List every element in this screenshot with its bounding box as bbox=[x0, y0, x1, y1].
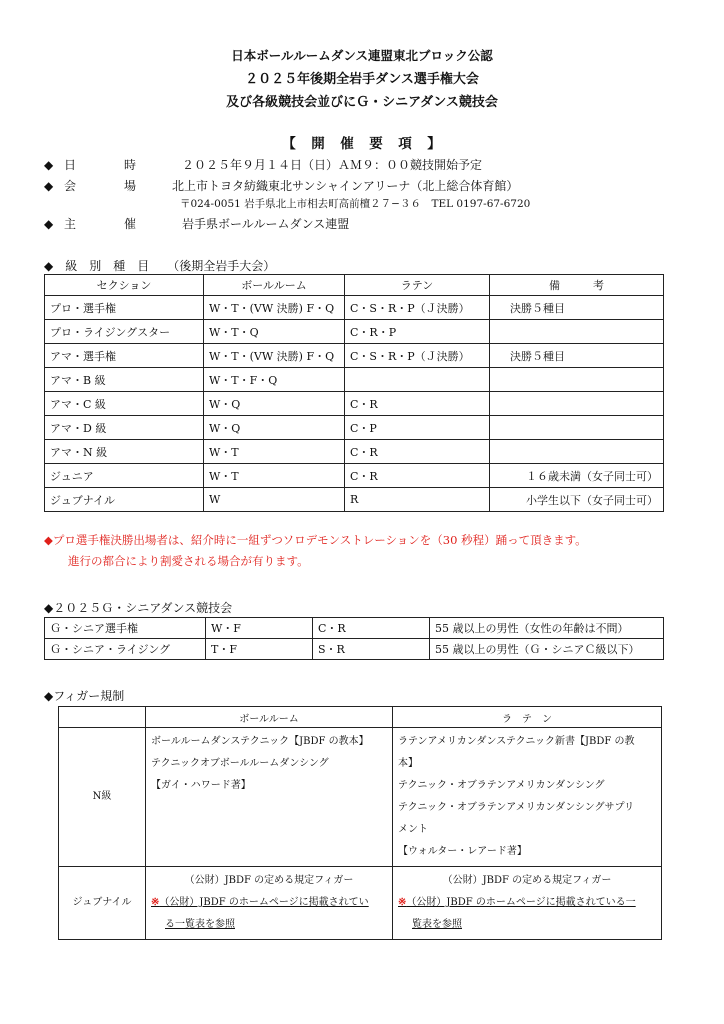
cell-remarks: 小学生以下（女子同士可） bbox=[490, 488, 664, 512]
header-remarks: 備 考 bbox=[490, 275, 664, 296]
juvenile-latin: （公財）JBDF の定める規定フィガー ※（公財）JBDF のホームページに掲載されている一 覧表を参照 bbox=[393, 867, 662, 940]
section-heading: 【 開 催 要 項 】 bbox=[282, 136, 442, 152]
cell-ballroom: W・T・(VW 決勝) F・Q bbox=[204, 296, 345, 320]
cell-ballroom: W bbox=[204, 488, 345, 512]
cell-remarks: １６歳未満（女子同士可） bbox=[490, 464, 664, 488]
table-row bbox=[45, 320, 664, 344]
cell-latin: C・R bbox=[345, 392, 490, 416]
table-row bbox=[45, 344, 664, 368]
table-row bbox=[45, 618, 664, 639]
date-label: 日 時 bbox=[64, 158, 137, 172]
cell-remarks: 55 歳以上の男性（Ｇ・シニアＣ級以下） bbox=[430, 639, 664, 660]
cell-remarks: 決勝５種目 bbox=[490, 296, 664, 320]
cell-latin: C・R bbox=[345, 440, 490, 464]
host-label: 主 催 bbox=[64, 217, 137, 231]
bullet-diamond: ◆ bbox=[44, 217, 54, 231]
figure-table bbox=[58, 706, 662, 940]
juvenile-label: ジュブナイル bbox=[59, 867, 146, 940]
pro-final-note-2: 進行の都合により割愛される場合が有ります。 bbox=[68, 554, 309, 568]
cell-section: プロ・ライジングスター bbox=[45, 320, 204, 344]
cell-ballroom: W・Q bbox=[204, 392, 345, 416]
table-row bbox=[45, 639, 664, 660]
table-row bbox=[45, 488, 664, 512]
table-header-row bbox=[45, 275, 664, 296]
cell-remarks bbox=[490, 392, 664, 416]
cell-ballroom: T・F bbox=[206, 639, 313, 660]
cell-remarks bbox=[490, 440, 664, 464]
table-row bbox=[45, 464, 664, 488]
cell-section: アマ・選手権 bbox=[45, 344, 204, 368]
sanction-line: 日本ボールルームダンス連盟東北ブロック公認 bbox=[231, 48, 493, 63]
cell-latin: C・R bbox=[313, 618, 430, 639]
senior-table bbox=[44, 617, 664, 660]
cell-ballroom: W・T・Q bbox=[204, 320, 345, 344]
cell-remarks: 決勝５種目 bbox=[490, 344, 664, 368]
venue-value: 北上市トヨタ紡織東北サンシャインアリーナ（北上総合体育館） bbox=[172, 179, 519, 193]
header-latin: ラテン bbox=[345, 275, 490, 296]
cell-remarks bbox=[490, 368, 664, 392]
cell-section: アマ・B 級 bbox=[45, 368, 204, 392]
figure-title: ◆フィガー規制 bbox=[44, 689, 125, 703]
cell-latin: R bbox=[345, 488, 490, 512]
table-header-row bbox=[59, 707, 662, 728]
note-mark: ※ bbox=[398, 897, 407, 908]
venue-label: 会 場 bbox=[64, 179, 137, 193]
host-value: 岩手県ボールルームダンス連盟 bbox=[182, 217, 350, 231]
header-latin: ラ テ ン bbox=[393, 707, 662, 728]
cell-ballroom: W・Q bbox=[204, 416, 345, 440]
cell-latin: S・R bbox=[313, 639, 430, 660]
date-value: ２０２５年９月１４日（日）ＡＭ９：００競技開始予定 bbox=[182, 158, 483, 172]
senior-title: ◆２０２５Ｇ・シニアダンス競技会 bbox=[44, 601, 233, 615]
events-title: ◆ 級 別 種 目 （後期全岩手大会） bbox=[44, 259, 276, 273]
table-row bbox=[45, 440, 664, 464]
cell-ballroom: W・T・F・Q bbox=[204, 368, 345, 392]
cell-ballroom: W・F bbox=[206, 618, 313, 639]
cell-section: ジュブナイル bbox=[45, 488, 204, 512]
note-mark: ※ bbox=[151, 897, 160, 908]
cell-section: ジュニア bbox=[45, 464, 204, 488]
cell-section: Ｇ・シニア・ライジング bbox=[45, 639, 206, 660]
cell-remarks bbox=[490, 320, 664, 344]
cell-ballroom: W・T・(VW 決勝) F・Q bbox=[204, 344, 345, 368]
table-row bbox=[45, 296, 664, 320]
table-row bbox=[45, 416, 664, 440]
table-row bbox=[45, 392, 664, 416]
header-ballroom: ボールルーム bbox=[204, 275, 345, 296]
cell-remarks: 55 歳以上の男性（女性の年齢は不問） bbox=[430, 618, 664, 639]
cell-section: Ｇ・シニア選手権 bbox=[45, 618, 206, 639]
n-class-label: N級 bbox=[59, 728, 146, 867]
cell-latin: C・S・R・P（Ｊ決勝） bbox=[345, 296, 490, 320]
cell-section: プロ・選手権 bbox=[45, 296, 204, 320]
table-row bbox=[59, 728, 662, 867]
cell-section: アマ・N 級 bbox=[45, 440, 204, 464]
bullet-diamond: ◆ bbox=[44, 179, 54, 193]
cell-latin: C・R bbox=[345, 464, 490, 488]
n-latin-books: ラテンアメリカンダンステクニック新書【JBDF の教 本】 テクニック・オブラテンアメリカンダンシング テクニック・オブラテンアメリカンダンシングサプリ メント 【ウォルター・レアード著】 bbox=[393, 728, 662, 867]
header-section: セクション bbox=[45, 275, 204, 296]
info-date bbox=[44, 156, 482, 173]
pro-final-note: ◆プロ選手権決勝出場者は、紹介時に一組ずつソロデモンストレーションを（30 秒程）踊って頂きます。 bbox=[44, 533, 587, 547]
info-host bbox=[44, 215, 349, 232]
event-subtitle: 及び各級競技会並びにＧ・シニアダンス競技会 bbox=[226, 95, 498, 110]
events-table bbox=[44, 274, 664, 512]
cell-ballroom: W・T bbox=[204, 464, 345, 488]
cell-ballroom: W・T bbox=[204, 440, 345, 464]
cell-section: アマ・D 級 bbox=[45, 416, 204, 440]
event-title: ２０２５年後期全岩手ダンス選手権大会 bbox=[245, 72, 479, 87]
juvenile-ballroom: （公財）JBDF の定める規定フィガー ※（公財）JBDF のホームページに掲載されてい る一覧表を参照 bbox=[146, 867, 393, 940]
table-row bbox=[45, 368, 664, 392]
cell-latin: C・P bbox=[345, 416, 490, 440]
info-venue bbox=[44, 177, 518, 194]
header-ballroom: ボールルーム bbox=[146, 707, 393, 728]
cell-section: アマ・C 級 bbox=[45, 392, 204, 416]
table-row bbox=[59, 867, 662, 940]
bullet-diamond: ◆ bbox=[44, 158, 54, 172]
cell-latin bbox=[345, 368, 490, 392]
cell-remarks bbox=[490, 416, 664, 440]
n-ballroom-books: ボールルームダンステクニック【JBDF の教本】 テクニックオブボールルームダンシング 【ガイ・ハワード著】 bbox=[146, 728, 393, 867]
venue-address: 〒024-0051 岩手県北上市相去町高前檀２７−３６ TEL 0197-67-6720 bbox=[180, 198, 531, 210]
cell-latin: C・S・R・P（Ｊ決勝） bbox=[345, 344, 490, 368]
cell-latin: C・R・P bbox=[345, 320, 490, 344]
